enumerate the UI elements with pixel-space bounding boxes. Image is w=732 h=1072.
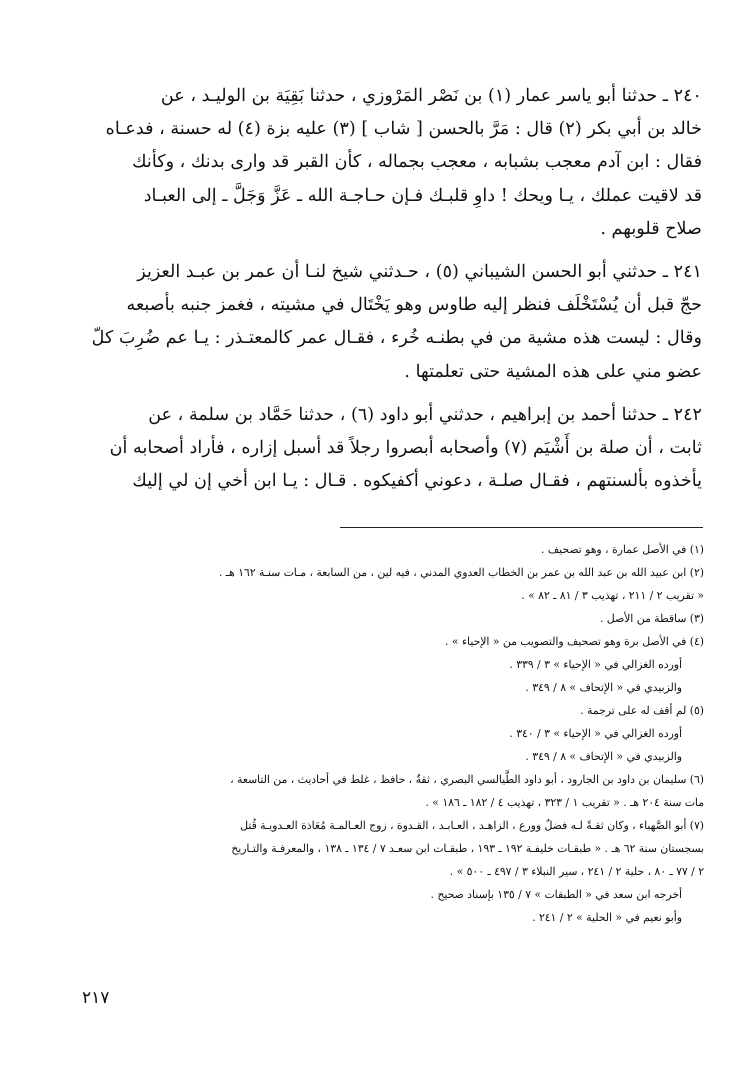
footnote-7-source: أخرجه ابن سعد في « الطبقات » ٧ / ١٣٥ بإسناد صحيح . [430, 888, 682, 901]
text-line: وقال : ليست هذه مشية من في بطنـه خُرء ، فقـال عمر كالمعتـذر : يـا عم ضُرِبَ كلّ [91, 328, 702, 349]
page-number: ٢١٧ [82, 988, 110, 1008]
footnote-7: (٧) أبو الصَّهباء ، وكان ثقـةً لـه فضلٌ وورع ، الزاهـد ، العـابـد ، القـدوة ، زوج العـالمـة مُعَاذة العـدويـة قُتل [240, 819, 704, 832]
text-line: قد لاقيت عملك ، يـا ويحك ! داوِ قلبـك فـإن حـاجـة الله ـ عَزَّ وَجَلَّ ـ إلى العبـاد [143, 185, 702, 206]
footnote-4-source: أورده الغزالي في « الإحياء » ٣ / ٣٣٩ . [509, 658, 682, 671]
footnote-3: (٣) ساقطة من الأصل . [599, 612, 704, 625]
text-line: فقال : ابن آدم معجب بشبابه ، معجب بجماله ، كأن القبر قد وارى بدنك ، وكأنك [132, 152, 702, 173]
footnote-5-source: والزبيدي في « الإتحاف » ٨ / ٣٤٩ . [525, 750, 682, 763]
footnote-4: (٤) في الأصل برة وهو تصحيف والتصويب من « الإحياء » . [445, 635, 704, 648]
footnote-6-cont: مات سنة ٢٠٤ هـ . « تقريب ١ / ٣٢٣ ، تهذيب ٤ / ١٨٢ ـ ١٨٦ » . [425, 796, 704, 809]
footnote-1: (١) في الأصل عمارة ، وهو تصحيف . [541, 543, 704, 556]
text-line: حجّ قبل أن يُسْتَخْلَف فنظر إليه طاوس وهو يَخْتَال في مشيته ، فغمز جنبه بأصبعه [126, 295, 702, 316]
footnote-7-cont: بسجستان سنة ٦٢ هـ . « طبقـات خليفـة ١٩٢ ـ ١٩٣ ، طبقـات ابن سعـد ٧ / ١٣٤ ـ ١٣٨ ، والمعرفـة والتـاريخ [231, 842, 704, 855]
footnotes [76, 538, 704, 929]
paragraph-240 [84, 80, 702, 246]
text-line: ٢٤١ ـ حدثني أبو الحسن الشيباني (٥) ، حـدثني شيخ لنـا أن عمر بن عبـد العزيز [137, 262, 702, 283]
text-line: عضو مني على هذه المشية حتى تعلمتها . [404, 361, 702, 382]
text-line: خالد بن أبي بكر (٢) قال : مَرَّ بالحسن [ شاب ] (٣) عليه بزة (٤) له حسنة ، فدعـاه [105, 119, 702, 140]
footnote-5: (٥) لم أقف له على ترجمة . [580, 704, 704, 717]
text-line: ثابت ، أن صلة بن أَشْيَم (٧) وأصحابه أبصروا رجلاً قد أسبل إزاره ، فأراد أصحابه أن [109, 438, 702, 459]
footnote-5-source: أورده الغزالي في « الإحياء » ٣ / ٣٤٠ . [509, 727, 682, 740]
text-line: صلاح قلوبهم . [600, 218, 702, 239]
footnote-7-source: وأبو نعيم في « الحلية » ٢ / ٢٤١ . [532, 911, 682, 924]
text-line: ٢٤٢ ـ حدثنا أحمد بن إبراهيم ، حدثني أبو داود (٦) ، حدثنا حَمَّاد بن سلمة ، عن [148, 404, 702, 425]
text-line: ٢٤٠ ـ حدثنا أبو ياسر عمار (١) بن نَصْر المَرْوزي ، حدثنا بَقِيَة بن الوليـد ، عن [160, 86, 702, 106]
footnote-2-cont: « تقريب ٢ / ٢١١ ، تهذيب ٣ / ٨١ ـ ٨٢ » . [521, 589, 704, 602]
footnote-6: (٦) سليمان بن داود بن الجارود ، أبو داود الطَّيالسي البصري ، ثقةٌ ، حافظ ، غلط في أحاديث ، من التاسعة ، [230, 773, 704, 786]
footnote-2: (٢) ابن عبيد الله بن عبد الله بن عمر بن الخطاب العدوي المدني ، فيه لين ، من السابعة ، مـات سنـة ١٦٢ هـ . [218, 566, 704, 579]
main-text [84, 80, 702, 498]
footnote-7-cont: ٢ / ٧٧ ـ ٨٠ ، حلية ٢ / ٢٤١ ، سير النبلاء ٣ / ٤٩٧ ـ ٥٠٠ » . [449, 865, 704, 878]
paragraph-242 [84, 399, 702, 499]
footnote-4-source: والزبيدي في « الإتحاف » ٨ / ٣٤٩ . [525, 681, 682, 694]
text-line: يأخذوه بألسنتهم ، فقـال صلـة ، دعوني أكفيكوه . قـال : يـا ابن أخي إن لي إليك [132, 471, 702, 492]
paragraph-241 [84, 256, 702, 389]
footnote-divider [340, 527, 703, 528]
